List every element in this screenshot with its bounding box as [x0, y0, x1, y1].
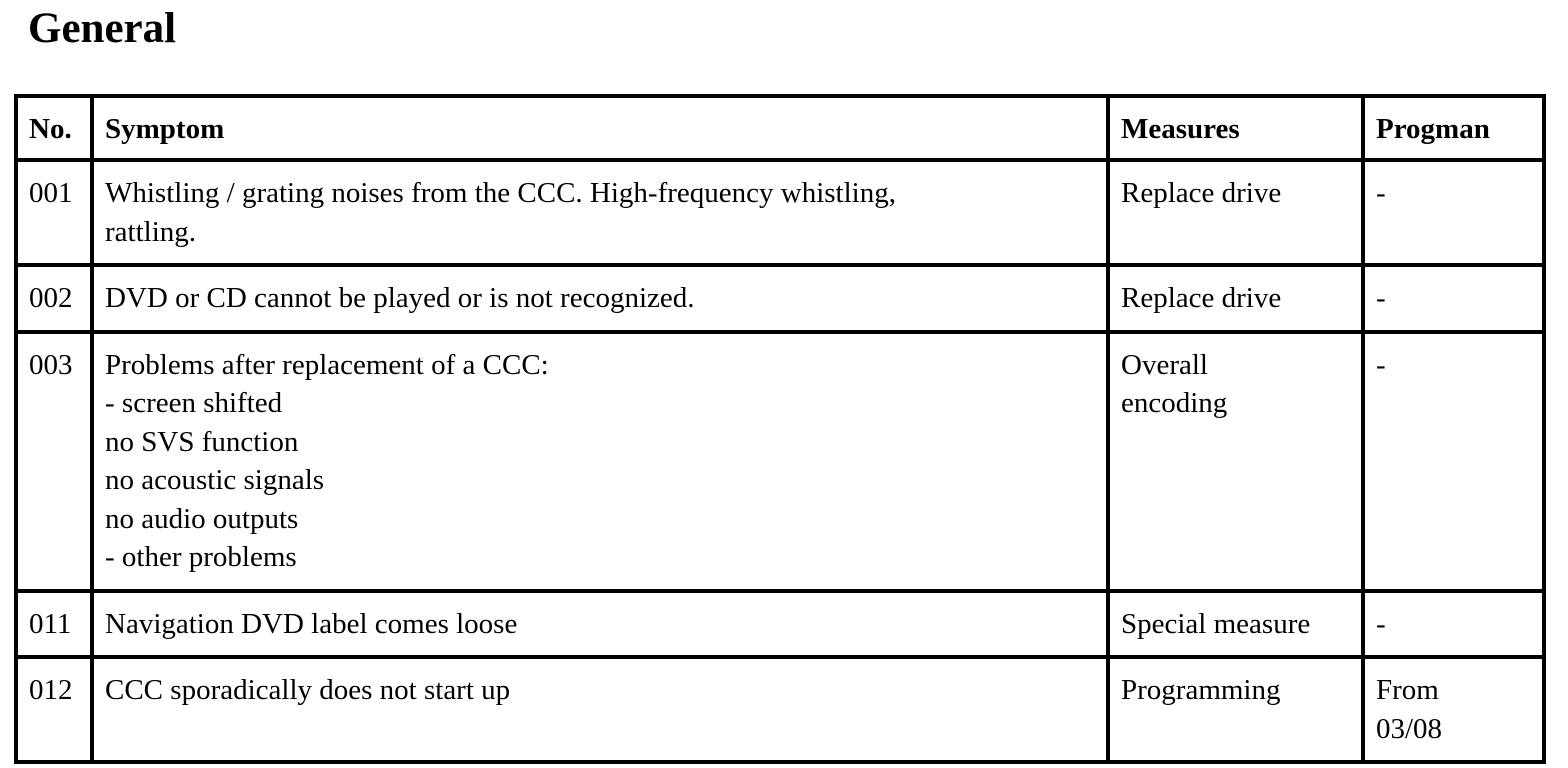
cell-measures — [1108, 160, 1363, 265]
symptom-line: no acoustic signals — [105, 464, 325, 496]
cell-no: 001 — [16, 160, 92, 265]
progman-line: 03/08 — [1376, 712, 1443, 745]
cell-progman — [1363, 591, 1544, 658]
cell-progman — [1363, 332, 1544, 591]
cell-progman — [1363, 657, 1544, 762]
cell-symptom — [92, 591, 1108, 658]
symptom-line: CCC sporadically does not start up — [105, 674, 511, 706]
measures-line: Replace drive — [1121, 177, 1282, 209]
symptom-line: no SVS function — [105, 425, 299, 458]
cell-progman — [1363, 160, 1544, 265]
table-row — [16, 591, 1544, 658]
header-symptom: Symptom — [92, 96, 1108, 160]
progman-line: - — [1376, 348, 1386, 381]
table-row — [16, 657, 1544, 762]
symptom-line: - other problems — [105, 541, 297, 573]
cell-no: 003 — [16, 332, 92, 591]
table-row — [16, 160, 1544, 265]
symptom-table — [14, 94, 1546, 764]
cell-progman — [1363, 265, 1544, 332]
table-row — [16, 332, 1544, 591]
cell-measures — [1108, 657, 1363, 762]
header-no: No. — [16, 96, 92, 160]
symptom-line: DVD or CD cannot be played or is not recognized. — [105, 282, 695, 314]
progman-line: - — [1376, 177, 1386, 209]
measures-line: encoding — [1121, 387, 1228, 419]
table-header-row — [16, 96, 1544, 160]
measures-line: Special measure — [1121, 607, 1311, 640]
measures-line: Programming — [1121, 674, 1281, 706]
cell-symptom — [92, 160, 1108, 265]
symptom-line: Navigation DVD label comes loose — [105, 607, 518, 640]
page-title: General — [28, 5, 177, 52]
measures-line: Replace drive — [1121, 282, 1282, 314]
cell-symptom — [92, 657, 1108, 762]
cell-no: 002 — [16, 265, 92, 332]
symptom-line: rattling. — [105, 215, 197, 248]
progman-line: From — [1376, 674, 1439, 706]
cell-measures — [1108, 591, 1363, 658]
cell-no: 011 — [16, 591, 92, 658]
progman-line: - — [1376, 282, 1386, 314]
symptom-line: - screen shifted — [105, 387, 283, 419]
symptom-line: no audio outputs — [105, 502, 299, 535]
progman-line: - — [1376, 607, 1386, 640]
cell-symptom — [92, 332, 1108, 591]
cell-symptom — [92, 265, 1108, 332]
header-measures: Measures — [1108, 96, 1363, 160]
cell-measures — [1108, 332, 1363, 591]
symptom-line: Problems after replacement of a CCC: — [105, 348, 549, 381]
table-row — [16, 265, 1544, 332]
cell-measures — [1108, 265, 1363, 332]
measures-line: Overall — [1121, 348, 1208, 381]
symptom-line: Whistling / grating noises from the CCC. High-frequency whistling, — [105, 177, 896, 209]
cell-no: 012 — [16, 657, 92, 762]
header-progman: Progman — [1363, 96, 1544, 160]
